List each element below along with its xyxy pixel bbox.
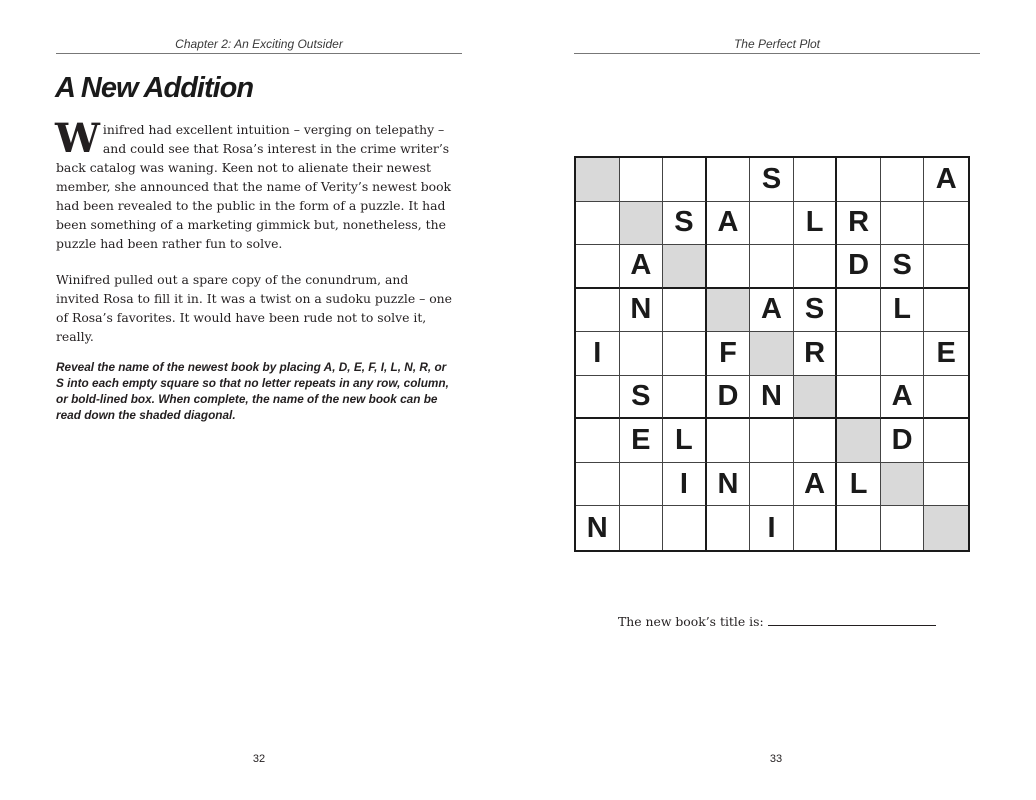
grid-cell-r5-c3[interactable] bbox=[663, 332, 707, 376]
grid-cell-r5-c5[interactable] bbox=[750, 332, 794, 376]
grid-cell-r2-c3: S bbox=[663, 202, 707, 246]
grid-cell-r8-c4: N bbox=[707, 463, 751, 507]
grid-cell-r3-c3[interactable] bbox=[663, 245, 707, 289]
grid-cell-r7-c6[interactable] bbox=[794, 419, 838, 463]
grid-cell-r4-c8: L bbox=[881, 289, 925, 333]
grid-cell-r7-c3: L bbox=[663, 419, 707, 463]
grid-cell-r8-c1[interactable] bbox=[576, 463, 620, 507]
body-paragraph-2: Winifred pulled out a spare copy of the conundrum, and invited Rosa to fill it in. It was a twist on a sudoku puzzle – one of Rosa’s favorites. It would have been rude not to solve it, really. bbox=[56, 272, 452, 344]
grid-cell-r9-c3[interactable] bbox=[663, 506, 707, 550]
grid-cell-r3-c7: D bbox=[837, 245, 881, 289]
grid-cell-r1-c4[interactable] bbox=[707, 158, 751, 202]
grid-cell-r1-c1[interactable] bbox=[576, 158, 620, 202]
grid-cell-r3-c6[interactable] bbox=[794, 245, 838, 289]
grid-cell-r3-c9[interactable] bbox=[924, 245, 968, 289]
grid-cell-r2-c6: L bbox=[794, 202, 838, 246]
grid-cell-r6-c9[interactable] bbox=[924, 376, 968, 420]
page-number-right: 33 bbox=[769, 753, 783, 765]
grid-cell-r2-c1[interactable] bbox=[576, 202, 620, 246]
grid-cell-r3-c5[interactable] bbox=[750, 245, 794, 289]
grid-cell-r2-c8[interactable] bbox=[881, 202, 925, 246]
sudoku-grid bbox=[574, 156, 970, 552]
grid-cell-r7-c5[interactable] bbox=[750, 419, 794, 463]
grid-cell-r6-c8: A bbox=[881, 376, 925, 420]
running-head-right: The Perfect Plot bbox=[574, 37, 980, 54]
grid-cell-r4-c4[interactable] bbox=[707, 289, 751, 333]
grid-cell-r1-c7[interactable] bbox=[837, 158, 881, 202]
grid-cell-r1-c5: S bbox=[750, 158, 794, 202]
grid-cell-r4-c3[interactable] bbox=[663, 289, 707, 333]
grid-cell-r1-c9: A bbox=[924, 158, 968, 202]
grid-cell-r2-c5[interactable] bbox=[750, 202, 794, 246]
grid-cell-r4-c7[interactable] bbox=[837, 289, 881, 333]
grid-cell-r8-c7: L bbox=[837, 463, 881, 507]
grid-cell-r9-c8[interactable] bbox=[881, 506, 925, 550]
grid-cell-r5-c1: I bbox=[576, 332, 620, 376]
grid-cell-r6-c7[interactable] bbox=[837, 376, 881, 420]
body-paragraph-1-text: inifred had excellent intuition – verging on telepathy – and could see that Rosa’s interest in the crime writer’s back catalog was waning. Keen not to alienate their newest member, she announced that the name of Verity’s newest book had been revealed to the public in the form of a puzzle. It had been something of a marketing gimmick but, nonetheless, the puzzle had been rather fun to solve. bbox=[56, 122, 452, 251]
grid-cell-r7-c2: E bbox=[620, 419, 664, 463]
grid-cell-r7-c8: D bbox=[881, 419, 925, 463]
grid-cell-r9-c7[interactable] bbox=[837, 506, 881, 550]
grid-cell-r9-c5: I bbox=[750, 506, 794, 550]
grid-cell-r8-c9[interactable] bbox=[924, 463, 968, 507]
grid-cell-r4-c6: S bbox=[794, 289, 838, 333]
grid-cell-r5-c9: E bbox=[924, 332, 968, 376]
right-page bbox=[518, 0, 1036, 800]
answer-prompt: The new book’s title is: bbox=[618, 614, 764, 629]
grid-cell-r4-c1[interactable] bbox=[576, 289, 620, 333]
grid-cell-r8-c5[interactable] bbox=[750, 463, 794, 507]
grid-cell-r5-c6: R bbox=[794, 332, 838, 376]
grid-cell-r8-c3: I bbox=[663, 463, 707, 507]
body-paragraph-1 bbox=[55, 115, 454, 253]
grid-cell-r5-c7[interactable] bbox=[837, 332, 881, 376]
grid-cell-r5-c2[interactable] bbox=[620, 332, 664, 376]
grid-cell-r3-c1[interactable] bbox=[576, 245, 620, 289]
grid-cell-r7-c7[interactable] bbox=[837, 419, 881, 463]
grid-cell-r1-c3[interactable] bbox=[663, 158, 707, 202]
grid-cell-r8-c8[interactable] bbox=[881, 463, 925, 507]
grid-cell-r1-c8[interactable] bbox=[881, 158, 925, 202]
grid-cell-r9-c6[interactable] bbox=[794, 506, 838, 550]
section-title: A New Addition bbox=[55, 72, 254, 104]
grid-cell-r2-c9[interactable] bbox=[924, 202, 968, 246]
grid-cell-r7-c1[interactable] bbox=[576, 419, 620, 463]
grid-cell-r2-c7: R bbox=[837, 202, 881, 246]
grid-cell-r4-c9[interactable] bbox=[924, 289, 968, 333]
grid-cell-r7-c4[interactable] bbox=[707, 419, 751, 463]
grid-cell-r9-c2[interactable] bbox=[620, 506, 664, 550]
grid-cell-r3-c8: S bbox=[881, 245, 925, 289]
grid-cell-r5-c4: F bbox=[707, 332, 751, 376]
grid-cell-r6-c3[interactable] bbox=[663, 376, 707, 420]
grid-cell-r6-c4: D bbox=[707, 376, 751, 420]
answer-blank[interactable] bbox=[768, 615, 936, 626]
grid-cell-r7-c9[interactable] bbox=[924, 419, 968, 463]
grid-cell-r1-c2[interactable] bbox=[620, 158, 664, 202]
grid-cell-r9-c9[interactable] bbox=[924, 506, 968, 550]
running-head-left: Chapter 2: An Exciting Outsider bbox=[56, 37, 462, 54]
grid-cell-r3-c4[interactable] bbox=[707, 245, 751, 289]
grid-cell-r1-c6[interactable] bbox=[794, 158, 838, 202]
grid-cell-r2-c4: A bbox=[707, 202, 751, 246]
grid-cell-r4-c5: A bbox=[750, 289, 794, 333]
grid-cell-r6-c5: N bbox=[750, 376, 794, 420]
grid-cell-r5-c8[interactable] bbox=[881, 332, 925, 376]
grid-cell-r9-c1: N bbox=[576, 506, 620, 550]
grid-cell-r2-c2[interactable] bbox=[620, 202, 664, 246]
drop-cap: W bbox=[55, 115, 100, 162]
grid-cell-r8-c2[interactable] bbox=[620, 463, 664, 507]
answer-line bbox=[618, 614, 936, 629]
grid-cell-r8-c6: A bbox=[794, 463, 838, 507]
grid-cell-r6-c6[interactable] bbox=[794, 376, 838, 420]
page-number-left: 32 bbox=[252, 753, 266, 765]
grid-cell-r6-c1[interactable] bbox=[576, 376, 620, 420]
grid-cell-r6-c2: S bbox=[620, 376, 664, 420]
grid-cell-r3-c2: A bbox=[620, 245, 664, 289]
grid-cell-r4-c2: N bbox=[620, 289, 664, 333]
puzzle-instructions: Reveal the name of the newest book by placing A, D, E, F, I, L, N, R, or S into each empty square so that no letter repeats in any row, column, or bold-lined box. When complete, the name of the new book can be read down the shaded diagonal. bbox=[56, 360, 449, 422]
grid-cell-r9-c4[interactable] bbox=[707, 506, 751, 550]
